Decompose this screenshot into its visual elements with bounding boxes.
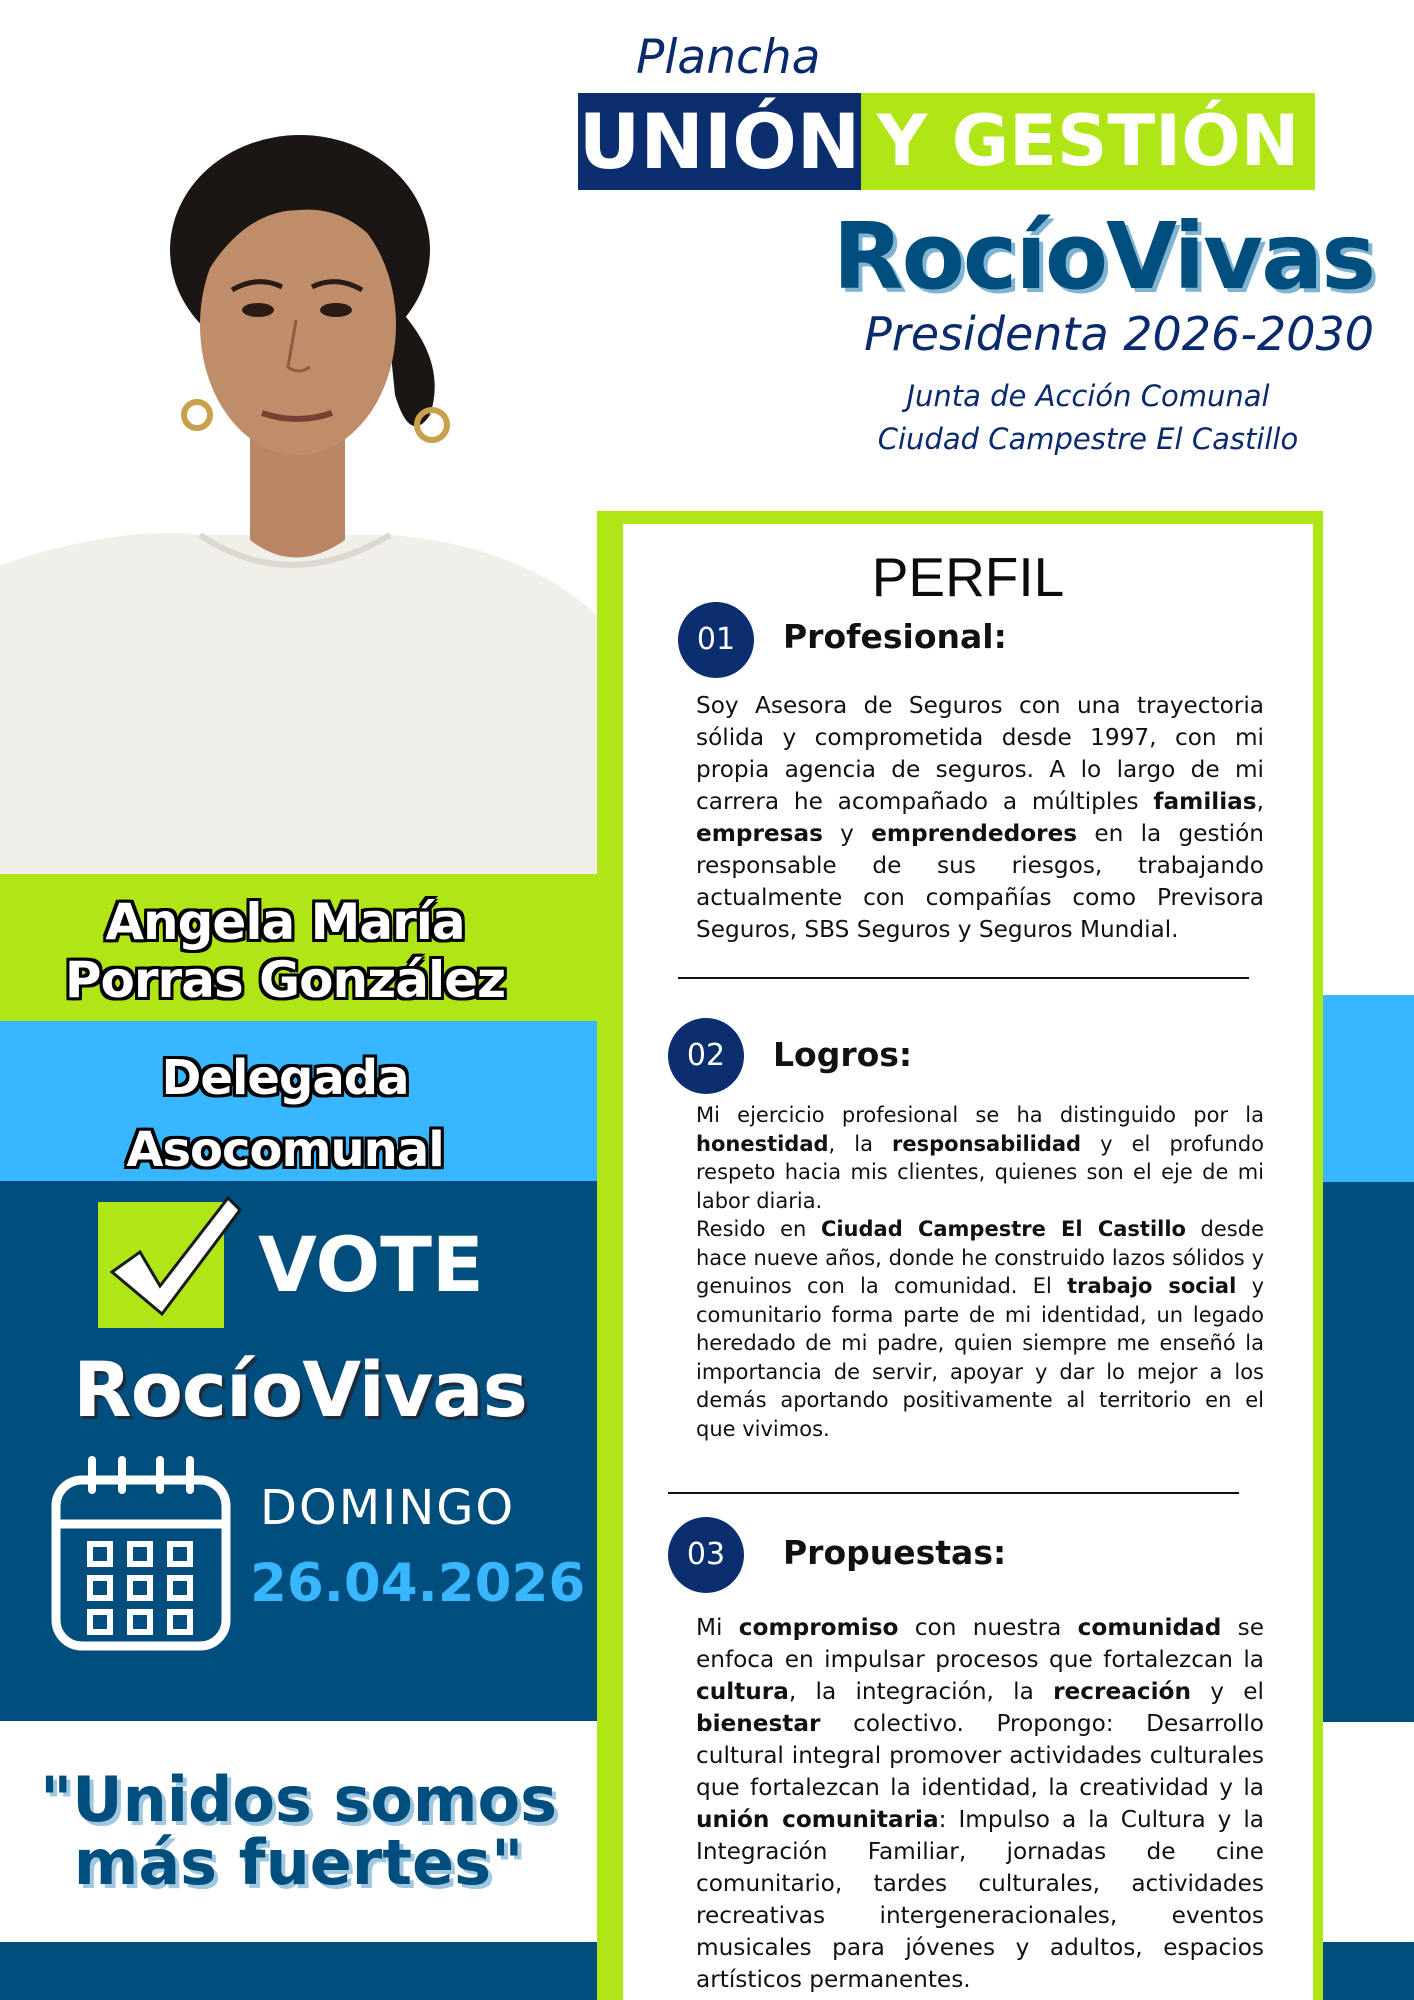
bold-text: cultura	[696, 1678, 789, 1705]
bold-text: compromiso	[738, 1614, 899, 1641]
section-text	[696, 1101, 1264, 1443]
section-title: Profesional:	[783, 617, 1007, 656]
section-divider	[668, 1492, 1239, 1494]
bold-text: bienestar	[696, 1710, 821, 1737]
text-run: en la gestión responsable de sus riesgos, trabajando actualmente con compañías como Previsora Seguros, SBS Seguros y Seguros Mundial.	[696, 820, 1264, 943]
pre-title: Plancha	[636, 30, 821, 85]
text-run: Mi	[696, 1614, 739, 1641]
text-run: Mi ejercicio profesional se ha distinguido por la	[696, 1103, 1264, 1127]
text-run: Soy Asesora de Seguros con una trayectoria sólida y comprometida desde 1997, con mi propia agencia de seguros. A lo largo de mi carrera he acompañado a múltiples	[696, 692, 1264, 815]
right-sky-strip	[1323, 995, 1414, 1182]
section-title: Logros:	[773, 1035, 913, 1074]
text-run: con nuestra	[898, 1614, 1078, 1641]
text-run: y comunitario forma parte de mi identidad, un legado heredado de mi padre, quien siempre me enseñó la importancia de servir, apoyar y dar lo mejor a los demás aportando positivamente al territorio en el que vivimos.	[696, 1274, 1264, 1441]
bold-text: familias	[1153, 788, 1257, 815]
section-text	[696, 690, 1264, 946]
delegate-title-line1: Delegada	[161, 1050, 409, 1106]
vote-candidate-name: RocíoVivas	[73, 1345, 527, 1434]
candidate-headline: RocíoVivas	[832, 203, 1374, 310]
delegate-name	[0, 893, 570, 1009]
footer-band-right	[1323, 1942, 1414, 2000]
checkmark-icon	[98, 1202, 224, 1328]
delegate-title	[0, 1042, 570, 1186]
vote-label: VOTE	[258, 1220, 484, 1309]
profile-heading: PERFIL	[871, 546, 1065, 608]
text-run: , la	[828, 1131, 893, 1156]
section-divider	[678, 977, 1249, 979]
slogan-line1: "Unidos somos	[39, 1763, 558, 1836]
right-blue-strip	[1323, 1182, 1414, 1722]
delegate-name-line2: Porras González	[64, 951, 506, 1009]
bold-text: emprendedores	[871, 820, 1078, 847]
candidate-role: Presidenta 2026-2030	[864, 307, 1374, 361]
section-title: Propuestas:	[783, 1533, 1007, 1572]
text-run: se enfoca en impulsar procesos que fortalezcan la	[696, 1614, 1264, 1673]
bold-text: Ciudad Campestre El Castillo	[820, 1217, 1186, 1241]
text-run: Resido en	[696, 1217, 821, 1241]
text-run: y el	[1190, 1678, 1264, 1705]
delegate-name-line1: Angela María	[105, 893, 465, 951]
section-number-badge: 03	[668, 1517, 744, 1593]
slogan	[0, 1763, 597, 1899]
vote-day: DOMINGO	[260, 1480, 516, 1536]
bold-text: trabajo social	[1067, 1274, 1237, 1298]
text-run: y el profundo respeto hacia mis clientes, quienes son el eje de mi labor diaria.	[696, 1131, 1264, 1213]
bold-text: responsabilidad	[892, 1131, 1082, 1156]
org-line-1: Junta de Acción Comunal	[906, 379, 1270, 413]
bold-text: honestidad	[696, 1131, 829, 1156]
footer-band-left	[0, 1942, 597, 2000]
section-text	[696, 1612, 1264, 1996]
org-line-2: Ciudad Campestre El Castillo	[877, 422, 1299, 456]
text-run: desde hace nueve años, donde he construido lazos sólidos y genuinos con la comunidad. El	[696, 1217, 1264, 1298]
title-part2: Y GESTIÓN	[876, 100, 1300, 182]
text-run: : Impulso a la Cultura y la Integración Familiar, jornadas de cine comunitario, tardes culturales, actividades recreativas intergeneracionales, eventos musicales para jóvenes y adultos, espacios artísticos permanentes.	[696, 1806, 1264, 1993]
calendar-icon	[50, 1452, 232, 1652]
title-part1: UNIÓN	[578, 97, 861, 186]
text-run: colectivo. Propongo: Desarrollo cultural integral promover actividades culturales que fortalezcan la identidad, la creatividad y la	[696, 1710, 1264, 1801]
delegate-title-line2: Asocomunal	[126, 1122, 444, 1178]
bold-text: recreación	[1053, 1678, 1191, 1705]
section-number-badge: 02	[668, 1018, 744, 1094]
text-run: , la integración, la	[788, 1678, 1054, 1705]
bold-text: comunidad	[1077, 1614, 1222, 1641]
slogan-line2: más fuertes"	[73, 1826, 524, 1899]
text-run: y	[822, 820, 872, 847]
bold-text: empresas	[696, 820, 823, 847]
vote-date: 26.04.2026	[250, 1553, 586, 1614]
bold-text: unión comunitaria	[696, 1806, 939, 1833]
section-number-badge: 01	[678, 602, 754, 678]
text-run: ,	[1256, 788, 1264, 815]
candidate-photo	[0, 95, 597, 874]
